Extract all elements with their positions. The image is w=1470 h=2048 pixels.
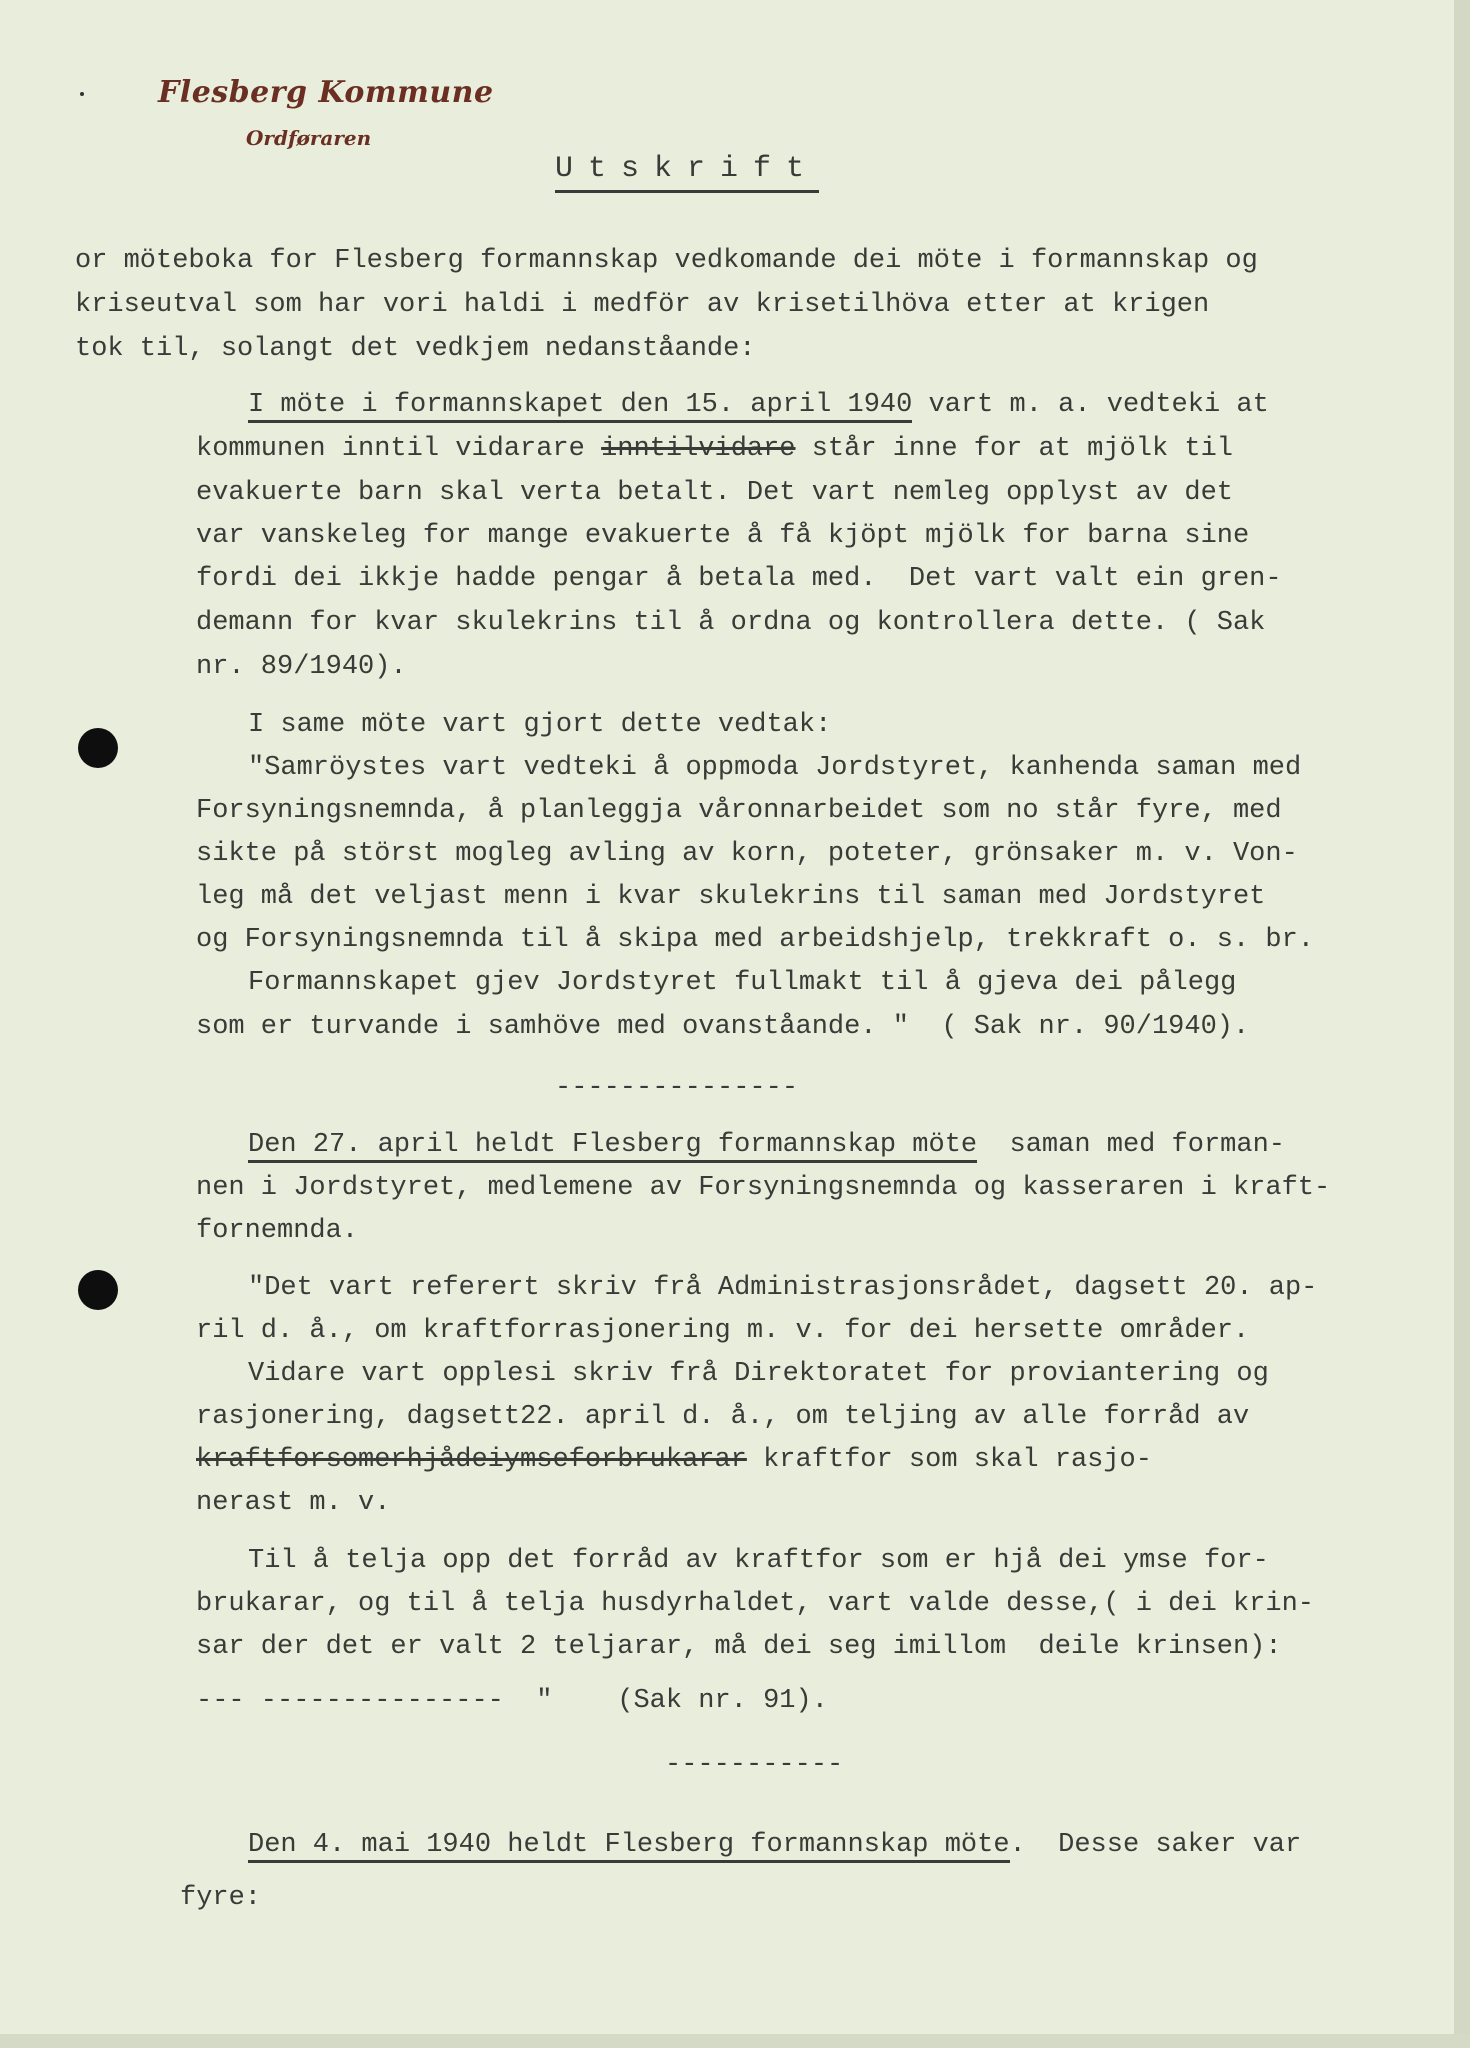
meeting1-line: fordi dei ikkje hadde pengar å betala med. Det vart valt ein gren- bbox=[196, 564, 1282, 594]
meeting3-line: fyre: bbox=[180, 1883, 262, 1913]
meeting2-line: fornemnda. bbox=[196, 1216, 359, 1246]
meeting1-line: demann for kvar skulekrins til å ordna og kontrollera dette. ( Sak bbox=[196, 608, 1266, 638]
intro-line: tok til, solangt det vedkjem nedanståande: bbox=[75, 334, 756, 364]
meeting2b-line bbox=[196, 1445, 1152, 1475]
letterhead-municipality: Flesberg Kommune bbox=[158, 75, 494, 110]
meeting1-text: kommunen inntil vidarare bbox=[196, 434, 602, 464]
punch-hole bbox=[78, 1270, 118, 1310]
meeting2-heading: Den 27. april heldt Flesberg formannskap möte bbox=[248, 1130, 977, 1163]
intro-line: kriseutval som har vori haldi i medför av krisetilhöva etter at krigen bbox=[75, 290, 1210, 320]
meeting1b-line: "Samröystes vart vedteki å oppmoda Jordstyret, kanhenda saman med bbox=[248, 753, 1302, 783]
meeting3-line bbox=[248, 1830, 1301, 1860]
meeting1b-line: I same möte vart gjort dette vedtak: bbox=[248, 710, 832, 740]
meeting2b-text: kraftfor som skal rasjo- bbox=[746, 1445, 1152, 1475]
meeting1b-line: og Forsyningsnemnda til å skipa med arbeidshjelp, trekkraft o. s. br. bbox=[196, 925, 1314, 955]
intro-line: or möteboka for Flesberg formannskap vedkomande dei möte i formannskap og bbox=[75, 246, 1258, 276]
punch-hole bbox=[78, 728, 118, 768]
meeting2b-line: rasjonering, dagsett22. april d. å., om teljing av alle forråd av bbox=[196, 1402, 1250, 1432]
document-title: Utskrift bbox=[555, 152, 819, 193]
meeting2-line: nen i Jordstyret, medlemene av Forsyningsnemnda og kasseraren i kraft- bbox=[196, 1173, 1331, 1203]
meeting1-line: evakuerte barn skal verta betalt. Det vart nemleg opplyst av det bbox=[196, 478, 1233, 508]
meeting2b-line: ril d. å., om kraftforrasjonering m. v. for dei hersette områder. bbox=[196, 1316, 1250, 1346]
meeting1-text: står inne for at mjölk til bbox=[795, 434, 1233, 464]
meeting1-line: nr. 89/1940). bbox=[196, 652, 407, 682]
meeting1-line: var vanskeleg for mange evakuerte å få kjöpt mjölk for barna sine bbox=[196, 521, 1250, 551]
page-edge-right bbox=[1454, 0, 1470, 2048]
meeting2-text: saman med forman- bbox=[977, 1130, 1285, 1160]
page-edge-bottom bbox=[0, 2034, 1470, 2048]
meeting2c-line: sar der det er valt 2 teljarar, må dei seg imillom deile krinsen): bbox=[196, 1632, 1282, 1662]
meeting2c-line: brukarar, og til å telja husdyrhaldet, vart valde desse,( i dei krin- bbox=[196, 1589, 1314, 1619]
meeting2b-line: Vidare vart opplesi skriv frå Direktoratet for proviantering og bbox=[248, 1359, 1269, 1389]
meeting2-line bbox=[248, 1130, 1285, 1160]
meeting2c-line: Til å telja opp det forråd av kraftfor som er hjå dei ymse for- bbox=[248, 1546, 1269, 1576]
struck-text: kraftforsomerhjådeiymseforbrukarar bbox=[196, 1445, 747, 1475]
meeting1-line bbox=[248, 390, 1269, 420]
meeting1-heading: I möte i formannskapet den 15. april 1940 bbox=[248, 390, 912, 423]
meeting2b-line: nerast m. v. bbox=[196, 1488, 391, 1518]
meeting1b-line: Forsyningsnemnda, å planleggja våronnarbeidet som no står fyre, med bbox=[196, 796, 1282, 826]
letterhead-office: Ordføraren bbox=[246, 126, 372, 150]
letterhead bbox=[158, 75, 494, 150]
separator: ----------- bbox=[665, 1750, 844, 1780]
meeting3-heading: Den 4. mai 1940 heldt Flesberg formannskap möte bbox=[248, 1830, 1010, 1863]
meeting1b-line: sikte på störst mogleg avling av korn, poteter, grönsaker m. v. Von- bbox=[196, 839, 1298, 869]
ink-dot bbox=[80, 92, 84, 96]
meeting1b-line: leg må det veljast menn i kvar skulekrins til saman med Jordstyret bbox=[196, 882, 1266, 912]
meeting3-text: . Desse saker var bbox=[1009, 1830, 1302, 1860]
meeting1-text: vart m. a. vedteki at bbox=[912, 390, 1269, 420]
separator: --------------- bbox=[555, 1073, 799, 1103]
meeting1-line bbox=[196, 434, 1233, 464]
meeting1b-line: som er turvande i samhöve med ovanståande. " ( Sak nr. 90/1940). bbox=[196, 1012, 1250, 1042]
meeting2b-line: "Det vart referert skriv frå Administrasjonsrådet, dagsett 20. ap- bbox=[248, 1273, 1318, 1303]
meeting1b-line: Formannskapet gjev Jordstyret fullmakt til å gjeva dei pålegg bbox=[248, 968, 1237, 998]
struck-text: inntilvidare bbox=[601, 434, 796, 464]
meeting2c-line: --- --------------- " (Sak nr. 91). bbox=[196, 1686, 828, 1716]
